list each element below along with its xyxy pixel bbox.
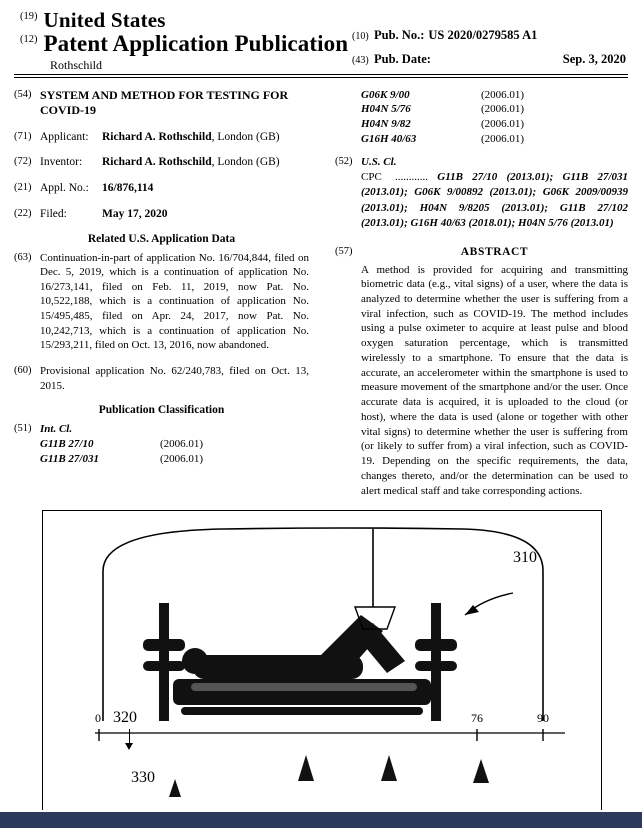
int-cl-row <box>40 437 309 452</box>
filed-value: May 17, 2020 <box>102 207 168 220</box>
field-filed <box>14 207 309 222</box>
left-column <box>14 88 321 499</box>
scale-label-0: 0 <box>95 711 101 725</box>
int-cl-symbol: G11B 27/10 <box>40 438 94 451</box>
pub-date-code: (43) <box>352 55 369 66</box>
appl-no-code: (21) <box>14 182 32 194</box>
pub-no-label: Pub. No.: <box>374 28 425 42</box>
inventor-name: Richard A. Rothschild <box>102 156 212 169</box>
invention-title: SYSTEM AND METHOD FOR TESTING FOR COVID-19 <box>40 87 289 118</box>
appl-no-value: 16/876,114 <box>102 182 154 195</box>
pub-no-row <box>352 28 626 43</box>
related-60-code: (60) <box>14 364 32 376</box>
int-cl-date: (2006.01) <box>160 438 204 451</box>
abstract-code: (57) <box>335 245 353 257</box>
cpc-label: CPC <box>361 170 382 183</box>
related-63-text: Continuation-in-part of application No. 16/704,844, filed on Dec. 5, 2019, which is a continuation of application No. 16/273,141, filed on Feb. 11, 2019, now Pat. No. 10,522,188, which is a continuation of application No. 15/495,485, filed on Apr. 24, 2017, now Pat. No. 10,242,713, which is a continuation of application No. 15/293,211, filed on Oct. 13, 2016, now abandoned. <box>40 251 309 352</box>
related-63-code: (63) <box>14 251 32 263</box>
scale-label-90: 90 <box>537 711 549 725</box>
figure-ref-320: 320 <box>113 709 137 726</box>
body-columns <box>14 88 628 499</box>
pub-date-row <box>352 52 626 67</box>
int-cl-row <box>361 117 628 132</box>
scale-label-76: 76 <box>471 711 483 725</box>
applicant-label: Applicant: <box>40 130 89 143</box>
patent-figure <box>42 510 602 810</box>
publication-classification-heading: Publication Classification <box>98 404 225 417</box>
figure-ref-330: 330 <box>131 769 155 786</box>
pub-date-label: Pub. Date: <box>374 52 431 66</box>
int-cl-row <box>40 452 309 467</box>
patent-header <box>14 8 628 70</box>
appl-no-label: Appl. No.: <box>40 182 89 195</box>
int-cl-date: (2006.01) <box>481 88 525 101</box>
inventor-location: , London (GB) <box>211 156 280 169</box>
cpc-block <box>361 170 628 232</box>
bottom-bar <box>0 812 642 828</box>
ref-320-arrow-head <box>125 743 133 750</box>
field-applicant <box>14 130 309 145</box>
us-cl-label: U.S. Cl. <box>361 155 397 168</box>
pub-no-value: US 2020/0279585 A1 <box>428 28 538 42</box>
int-cl-code: (51) <box>14 423 32 435</box>
field-inventor <box>14 155 309 170</box>
int-cl-row <box>361 88 628 103</box>
int-cl-date: (2006.01) <box>481 103 525 116</box>
figure-ref-310: 310 <box>513 549 537 566</box>
title-code: (54) <box>14 88 32 100</box>
abstract-heading: ABSTRACT <box>460 245 529 258</box>
applicant-name: Richard A. Rothschild <box>102 130 212 143</box>
pub-no-code: (10) <box>352 31 369 42</box>
int-cl-symbol: G16H 40/63 <box>361 133 417 146</box>
inventor-label: Inventor: <box>40 156 83 169</box>
document-type: Patent Application Publication <box>43 31 349 56</box>
header-divider-2 <box>14 77 628 78</box>
inventor-code: (72) <box>14 156 32 168</box>
cpc-dots: ............ <box>395 170 428 183</box>
abstract-section <box>335 246 628 499</box>
field-appl-no <box>14 181 309 196</box>
field-related-63 <box>14 251 309 353</box>
applicant-code: (71) <box>14 130 32 142</box>
int-cl-date: (2006.01) <box>481 118 525 131</box>
header-right <box>352 28 626 76</box>
filed-code: (22) <box>14 207 32 219</box>
int-cl-date: (2006.01) <box>481 133 525 146</box>
header-left <box>20 8 370 73</box>
related-60-text: Provisional application No. 62/240,783, filed on Oct. 13, 2015. <box>40 364 309 392</box>
code-19: (19) <box>20 11 38 22</box>
int-cl-row <box>361 102 628 117</box>
int-cl-symbol: H04N 9/82 <box>361 118 411 131</box>
code-12: (12) <box>20 34 38 45</box>
cpc-codes: G11B 27/10 (2013.01); G11B 27/031 (2013.01); G06K 9/00892 (2013.01); G06K 2009/00939 (2013.01); H04N 9/8205 (2013.01); G11B 27/102 (2013.01); G16H 40/63 (2018.01); H04N 5/76 (2013.01) <box>361 170 629 230</box>
right-column <box>321 88 628 499</box>
field-us-cl <box>335 155 628 232</box>
field-title <box>14 88 309 119</box>
applicant-location: , London (GB) <box>211 130 280 143</box>
filed-label: Filed: <box>40 207 67 220</box>
abstract-text: A method is provided for acquiring and transmitting biometric data (e.g., vital signs) of a user, where the data is analyzed to determine whether the user is suffering from a viral infection, such as COVID-19. The method includes using a pulse oximeter to acquire at least pulse and blood oxygen saturation percentage, which is transmitted wirelessly to a smartphone. To ensure that the data is accurate, an accelerometer within the smartphone is used to measure movement of the smartphone and/or the user. Once accurate data is acquired, it is uploaded to the cloud (or host), where the data is used (alone or together with other vital signs) to determine whether the user is suffering from (or likely to suffer from) a viral infection, such as COVID-19. Depending on the specific requirements, the data, changes thereto, and/or the determination can be used to alert medical staff and take corresponding actions. <box>361 263 628 497</box>
field-related-60 <box>14 364 309 393</box>
int-cl-label: Int. Cl. <box>40 423 73 436</box>
figure-drawing <box>43 511 601 810</box>
int-cl-date: (2006.01) <box>160 453 204 466</box>
field-int-cl <box>14 422 309 467</box>
first-inventor: Rothschild <box>50 58 103 72</box>
us-cl-code: (52) <box>335 155 353 167</box>
int-cl-row <box>361 132 628 147</box>
country-title: United States <box>43 8 166 32</box>
related-data-heading: Related U.S. Application Data <box>87 232 236 245</box>
int-cl-continued <box>361 88 628 147</box>
pub-date-value: Sep. 3, 2020 <box>562 52 626 66</box>
int-cl-symbol: H04N 5/76 <box>361 103 411 116</box>
int-cl-symbol: G11B 27/031 <box>40 453 99 466</box>
int-cl-symbol: G06K 9/00 <box>361 88 410 101</box>
